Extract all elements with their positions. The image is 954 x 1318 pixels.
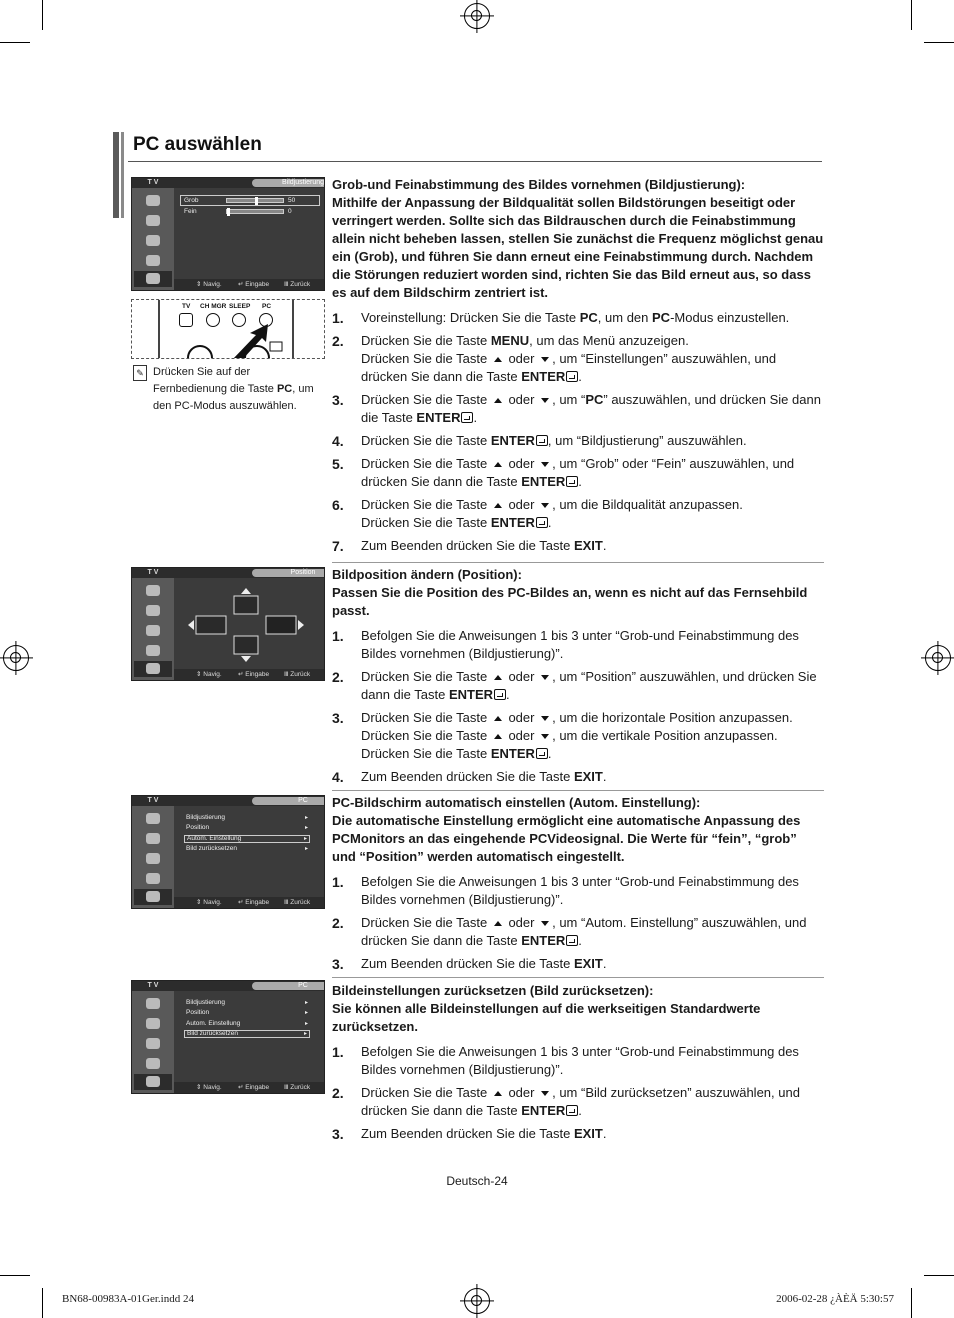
remote-label-pc: PC bbox=[262, 303, 272, 310]
up-arrow-icon bbox=[494, 1091, 502, 1096]
crop-mark bbox=[0, 1275, 30, 1276]
osd-menu-item: Position ▸ bbox=[184, 1009, 310, 1017]
osd-menu-item-selected: Autom. Einstellung ▸ bbox=[184, 835, 310, 843]
section-divider bbox=[332, 977, 824, 978]
enter-icon bbox=[461, 412, 473, 423]
osd-header bbox=[174, 796, 324, 806]
crop-mark bbox=[924, 42, 954, 43]
section-heading: Grob-und Feinabstimmung des Bildes vornehmen (Bildjustierung): bbox=[332, 177, 746, 192]
slider-grob bbox=[226, 198, 284, 203]
osd-tv-label: T V bbox=[132, 568, 174, 578]
sound-icon bbox=[143, 1016, 163, 1032]
up-arrow-icon bbox=[494, 503, 502, 508]
up-arrow-icon bbox=[494, 357, 502, 362]
sound-icon bbox=[143, 831, 163, 847]
step-3: 3. Drücken Sie die Taste oder , um die horizontale Position anzupassen. Drücken Sie die Taste oder , um die vertikale Position anzupassen. Drücken Sie die Taste ENTER . bbox=[332, 710, 793, 761]
osd-footer-zurueck: Ⅲ Zurück bbox=[284, 1084, 311, 1091]
slider-value-fein: 0 bbox=[288, 208, 292, 215]
remote-pointer-arrow-icon bbox=[132, 300, 325, 359]
up-arrow-icon bbox=[494, 675, 502, 680]
up-arrow-icon bbox=[494, 462, 502, 467]
osd-menu-item: Bildjustierung ▸ bbox=[184, 999, 310, 1007]
osd-footer-eingabe: ↵ Eingabe bbox=[238, 1084, 270, 1091]
osd-header bbox=[174, 568, 324, 578]
title-accent-bar bbox=[121, 132, 124, 218]
setup-icon bbox=[143, 1056, 163, 1072]
imprint-file: BN68-00983A-01Ger.indd 24 bbox=[62, 1293, 194, 1305]
input-icon bbox=[134, 661, 172, 677]
enter-icon bbox=[536, 435, 548, 446]
crop-mark bbox=[924, 1275, 954, 1276]
registration-mark-icon bbox=[3, 645, 29, 671]
note-text: den PC-Modus auszuwählen. bbox=[153, 400, 297, 412]
remote-note bbox=[153, 364, 325, 415]
remote-label-sleep: SLEEP bbox=[229, 303, 251, 310]
down-arrow-icon bbox=[541, 921, 549, 926]
note-key-pc: PC bbox=[276, 383, 293, 395]
slider-label-fein: Fein bbox=[184, 208, 197, 215]
section-intro: Passen Sie die Position des PC-Bildes an, wenn es nicht auf das Fernsehbild passt. bbox=[332, 585, 808, 618]
down-arrow-icon bbox=[541, 503, 549, 508]
section-intro: Mithilfe der Anpassung der Bildqualität sollen Bildstörungen beseitigt oder verringert werden. Sollte sich das Bildrauschen durch die Feinabstimmung allein nicht beheben lassen, stellen Sie zunächst die Frequenz möglichst genau ein (Grob), und führen Sie dann erneut eine Feinabstimmung durch. Nachdem die Störungen reduziert worden sind, richten Sie das Bild erneut aus, so dass es auf dem Bildschirm zentriert ist. bbox=[332, 195, 824, 300]
input-icon bbox=[134, 1074, 172, 1090]
enter-icon bbox=[566, 935, 578, 946]
channel-icon bbox=[143, 1036, 163, 1052]
up-arrow-icon bbox=[494, 716, 502, 721]
section-intro: Sie können alle Bildeinstellungen auf die werkseitigen Standardwerte zurücksetzen. bbox=[332, 1001, 761, 1034]
osd-footer-eingabe: ↵ Eingabe bbox=[238, 899, 270, 906]
remote-label-tv: TV bbox=[182, 303, 191, 310]
osd-footer-navig: ⇕ Navig. bbox=[196, 671, 222, 678]
section-position bbox=[332, 566, 824, 786]
sound-icon bbox=[143, 213, 163, 229]
osd-menu-item-selected: Bild zurücksetzen ▸ bbox=[184, 1030, 310, 1038]
osd-screen-position bbox=[131, 567, 325, 681]
step-1: 1. Befolgen Sie die Anweisungen 1 bis 3 unter “Grob-und Feinabstimmung des Bildes vornehmen (Bildjustierung)”. bbox=[332, 628, 799, 661]
section-heading: PC-Bildschirm automatisch einstellen (Autom. Einstellung): bbox=[332, 795, 701, 810]
down-arrow-icon bbox=[541, 357, 549, 362]
step-2: 2. Drücken Sie die Taste oder , um “Bild zurücksetzen” auszuwählen, und drücken Sie dann die Taste ENTER . bbox=[332, 1085, 800, 1118]
osd-header-title: PC bbox=[252, 797, 325, 805]
enter-icon bbox=[566, 371, 578, 382]
input-icon bbox=[134, 271, 172, 287]
osd-footer bbox=[174, 897, 324, 908]
osd-screen-pc-autom bbox=[131, 795, 325, 909]
section-bild-zuruecksetzen bbox=[332, 982, 824, 1143]
page-number: Deutsch-24 bbox=[446, 1174, 508, 1188]
enter-icon bbox=[566, 1105, 578, 1116]
picture-icon bbox=[143, 193, 163, 209]
note-text: , um bbox=[292, 383, 314, 395]
crop-mark bbox=[0, 42, 30, 43]
osd-screen-bildjustierung bbox=[131, 177, 325, 291]
step-2: 2. Drücken Sie die Taste oder , um “Autom. Einstellung” auszuwählen, und drücken Sie dann die Taste ENTER . bbox=[332, 915, 807, 948]
osd-header bbox=[174, 178, 324, 188]
down-arrow-icon bbox=[541, 675, 549, 680]
osd-footer-navig: ⇕ Navig. bbox=[196, 281, 222, 288]
down-arrow-icon bbox=[541, 1091, 549, 1096]
osd-tv-label: T V bbox=[132, 796, 174, 806]
crop-mark bbox=[42, 1288, 43, 1318]
down-arrow-icon bbox=[541, 398, 549, 403]
imprint-date: 2006-02-28 ¿ÀÈÄ 5:30:57 bbox=[776, 1293, 894, 1305]
osd-header-title: PC bbox=[252, 982, 325, 990]
osd-footer-navig: ⇕ Navig. bbox=[196, 899, 222, 906]
picture-icon bbox=[143, 811, 163, 827]
osd-menu-item: Bild zurücksetzen ▸ bbox=[184, 845, 310, 853]
osd-header bbox=[174, 981, 324, 991]
remote-control-illustration bbox=[131, 299, 325, 359]
title-accent-bar bbox=[113, 132, 119, 218]
section-autom-einstellung bbox=[332, 794, 824, 973]
sound-icon bbox=[143, 603, 163, 619]
slider-label-grob: Grob bbox=[184, 197, 199, 204]
channel-icon bbox=[143, 233, 163, 249]
osd-footer bbox=[174, 669, 324, 680]
osd-footer-zurueck: Ⅲ Zurück bbox=[284, 671, 311, 678]
step-2: 2. Drücken Sie die Taste oder , um “Position” auszuwählen, und drücken Sie dann die Taste ENTER . bbox=[332, 669, 817, 702]
crop-mark bbox=[911, 0, 912, 30]
title-divider bbox=[128, 161, 822, 162]
note-icon: ✎ bbox=[133, 365, 147, 381]
slider-knob bbox=[255, 197, 258, 205]
enter-icon bbox=[494, 689, 506, 700]
channel-icon bbox=[143, 623, 163, 639]
step-6: 6. Drücken Sie die Taste oder , um die Bildqualität anzupassen. Drücken Sie die Taste ENTER . bbox=[332, 497, 743, 530]
step-4: 4. Drücken Sie die Taste ENTER , um “Bildjustierung” auszuwählen. bbox=[332, 433, 747, 449]
osd-footer-eingabe: ↵ Eingabe bbox=[238, 281, 270, 288]
osd-header-title: Bildjustierung bbox=[252, 179, 325, 187]
section-heading: Bildposition ändern (Position): bbox=[332, 567, 522, 582]
osd-header-title: Position bbox=[252, 569, 325, 577]
enter-icon bbox=[536, 748, 548, 759]
osd-footer-eingabe: ↵ Eingabe bbox=[238, 671, 270, 678]
slider-value-grob: 50 bbox=[288, 197, 296, 204]
input-icon bbox=[134, 889, 172, 905]
step-1: 1. Befolgen Sie die Anweisungen 1 bis 3 unter “Grob-und Feinabstimmung des Bildes vornehmen (Bildjustierung)”. bbox=[332, 1044, 799, 1077]
section-intro: Die automatische Einstellung ermöglicht eine automatische Anpassung des PCMonitors an das eingehende PCVideosignal. Die Werte für “fein”, “grob” und “Position” werden automatisch eingestellt. bbox=[332, 813, 801, 864]
channel-icon bbox=[143, 851, 163, 867]
up-arrow-icon bbox=[494, 398, 502, 403]
enter-icon bbox=[566, 476, 578, 487]
step-7: 7. Zum Beenden drücken Sie die Taste EXIT. bbox=[332, 538, 607, 554]
osd-menu-item: Bildjustierung ▸ bbox=[184, 814, 310, 822]
registration-mark-icon bbox=[464, 1288, 490, 1314]
registration-mark-icon bbox=[925, 645, 951, 671]
down-arrow-icon bbox=[541, 716, 549, 721]
osd-menu-item: Position ▸ bbox=[184, 824, 310, 832]
osd-tv-label: T V bbox=[132, 178, 174, 188]
step-3: 3. Zum Beenden drücken Sie die Taste EXIT. bbox=[332, 956, 607, 972]
down-arrow-icon bbox=[541, 734, 549, 739]
picture-icon bbox=[143, 996, 163, 1012]
osd-screen-pc-reset bbox=[131, 980, 325, 1094]
remote-label-ch-mgr: CH MGR bbox=[200, 303, 227, 310]
setup-icon bbox=[143, 643, 163, 659]
page-title: PC auswählen bbox=[133, 134, 262, 155]
section-divider bbox=[332, 790, 824, 791]
up-arrow-icon bbox=[494, 734, 502, 739]
setup-icon bbox=[143, 253, 163, 269]
step-3: 3. Zum Beenden drücken Sie die Taste EXIT. bbox=[332, 1126, 607, 1142]
crop-mark bbox=[42, 0, 43, 30]
step-4: 4. Zum Beenden drücken Sie die Taste EXIT. bbox=[332, 769, 607, 785]
step-1: 1. Befolgen Sie die Anweisungen 1 bis 3 unter “Grob-und Feinabstimmung des Bildes vornehmen (Bildjustierung)”. bbox=[332, 874, 799, 907]
registration-mark-icon bbox=[464, 3, 490, 29]
section-bildjustierung bbox=[332, 176, 824, 555]
step-2: 2. Drücken Sie die Taste MENU, um das Menü anzuzeigen. Drücken Sie die Taste oder , um “Einstellungen” auszuwählen, und drücken Sie dann die Taste ENTER . bbox=[332, 333, 777, 384]
up-arrow-icon bbox=[494, 921, 502, 926]
slider-knob bbox=[227, 208, 230, 216]
step-5: 5. Drücken Sie die Taste oder , um “Grob” oder “Fein” auszuwählen, und drücken Sie dann die Taste ENTER . bbox=[332, 456, 795, 489]
crop-mark bbox=[911, 1288, 912, 1318]
osd-footer-zurueck: Ⅲ Zurück bbox=[284, 899, 311, 906]
osd-footer-zurueck: Ⅲ Zurück bbox=[284, 281, 311, 288]
down-arrow-icon bbox=[541, 462, 549, 467]
section-divider bbox=[332, 562, 824, 563]
osd-footer-navig: ⇕ Navig. bbox=[196, 1084, 222, 1091]
step-1: 1. Voreinstellung: Drücken Sie die Taste PC, um den PC-Modus einzustellen. bbox=[332, 310, 790, 326]
osd-footer bbox=[174, 279, 324, 290]
position-arrows-icon bbox=[174, 578, 325, 671]
picture-icon bbox=[143, 583, 163, 599]
section-heading: Bildeinstellungen zurücksetzen (Bild zurücksetzen): bbox=[332, 983, 654, 998]
step-3: 3. Drücken Sie die Taste oder , um “PC” auszuwählen, und drücken Sie dann die Taste ENTER . bbox=[332, 392, 821, 425]
enter-icon bbox=[536, 517, 548, 528]
osd-menu-item: Autom. Einstellung ▸ bbox=[184, 1020, 310, 1028]
note-text: Drücken Sie auf der bbox=[153, 366, 251, 378]
note-text: Fernbedienung die Taste bbox=[153, 383, 277, 395]
osd-footer bbox=[174, 1082, 324, 1093]
slider-fein bbox=[226, 209, 284, 214]
setup-icon bbox=[143, 871, 163, 887]
osd-tv-label: T V bbox=[132, 981, 174, 991]
